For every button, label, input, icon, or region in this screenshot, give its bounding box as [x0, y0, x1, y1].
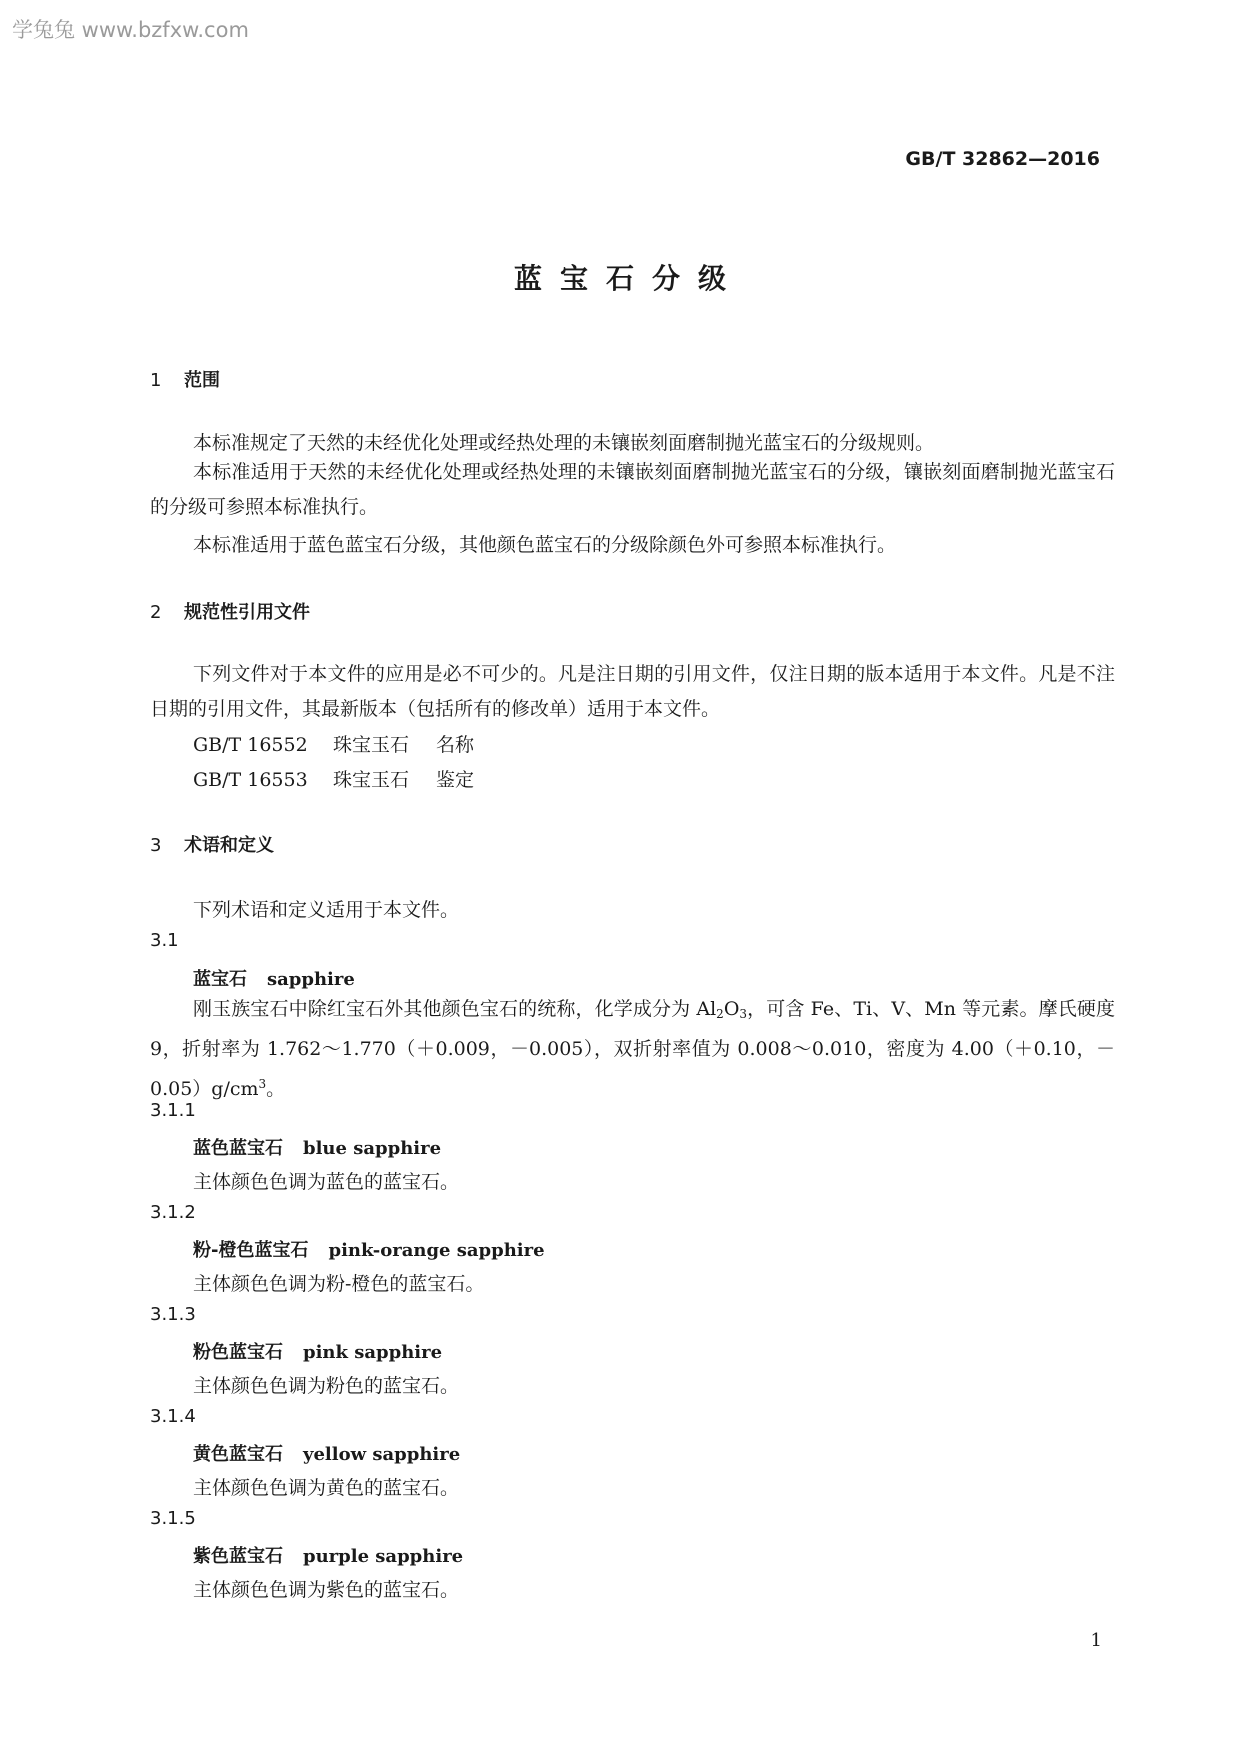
reference-item [193, 765, 474, 792]
term-heading [193, 1440, 460, 1466]
term-number: 3.1.4 [150, 1406, 196, 1427]
definition-text: O [723, 998, 740, 1020]
term-zh: 蓝宝石 [193, 969, 247, 990]
subscript: 3 [739, 1007, 748, 1021]
term-number: 3.1 [150, 930, 179, 951]
term-zh: 粉色蓝宝石 [193, 1342, 283, 1363]
term-definition: 主体颜色色调为黄色的蓝宝石。 [193, 1477, 460, 1499]
term-definition: 主体颜色色调为粉色的蓝宝石。 [193, 1375, 460, 1397]
subscript: 2 [716, 1007, 724, 1021]
superscript: 3 [258, 1077, 267, 1091]
watermark: 学兔兔 www.bzfxw.com [12, 18, 249, 42]
section-heading-2 [150, 598, 310, 624]
term-heading [193, 1542, 463, 1568]
term-en: yellow sapphire [303, 1444, 461, 1465]
term-zh: 紫色蓝宝石 [193, 1546, 283, 1567]
section-title: 术语和定义 [184, 835, 274, 856]
definition-text: 。 [266, 1078, 286, 1100]
term-en: sapphire [267, 969, 355, 990]
paragraph: 下列文件对于本文件的应用是必不可少的。凡是注日期的引用文件，仅注日期的版本适用于本文件。凡是不注日期的引用文件，其最新版本（包括所有的修改单）适用于本文件。 [150, 663, 1115, 720]
section-heading-1 [150, 366, 220, 392]
term-definition: 主体颜色色调为蓝色的蓝宝石。 [193, 1171, 460, 1193]
standard-number: GB/T 32862—2016 [905, 148, 1100, 170]
section-title: 范围 [184, 370, 220, 391]
term-zh: 蓝色蓝宝石 [193, 1138, 283, 1159]
term-number: 3.1.1 [150, 1100, 196, 1121]
term-heading [193, 1338, 442, 1364]
term-zh: 黄色蓝宝石 [193, 1444, 283, 1465]
reference-code: GB/T 16553 [193, 769, 308, 791]
paragraph: 本标准适用于天然的未经优化处理或经热处理的未镶嵌刻面磨制抛光蓝宝石的分级，镶嵌刻面磨制抛光蓝宝石的分级可参照本标准执行。 [150, 461, 1115, 518]
term-en: pink sapphire [303, 1342, 443, 1363]
reference-name: 珠宝玉石 [333, 769, 410, 791]
page-number: 1 [1090, 1630, 1102, 1651]
term-en: blue sapphire [303, 1138, 442, 1159]
term-number: 3.1.3 [150, 1304, 196, 1325]
term-definition: 主体颜色色调为紫色的蓝宝石。 [193, 1579, 460, 1601]
term-zh: 粉-橙色蓝宝石 [193, 1240, 309, 1261]
definition-text: ，可含 Fe、Ti、V、Mn 等元素。摩氏硬度 9，折射率为 1.762～1.770（＋0.009，－0.005），双折射率值为 0.008～0.010，密度为 4.00（＋0.10，－0.05）g/cm [150, 998, 1115, 1100]
paragraph: 本标准规定了天然的未经优化处理或经热处理的未镶嵌刻面磨制抛光蓝宝石的分级规则。 [193, 432, 935, 454]
definition-text: 刚玉族宝石中除红宝石外其他颜色宝石的统称，化学成分为 Al [193, 998, 717, 1020]
section-number: 2 [150, 602, 162, 623]
term-en: pink-orange sapphire [328, 1240, 545, 1261]
reference-name: 名称 [436, 734, 475, 756]
document-title: 蓝宝石分级 [513, 262, 744, 295]
reference-name: 鉴定 [436, 769, 475, 791]
reference-name: 珠宝玉石 [333, 734, 410, 756]
paragraph: 本标准适用于蓝色蓝宝石分级，其他颜色蓝宝石的分级除颜色外可参照本标准执行。 [193, 534, 897, 556]
term-heading [193, 1236, 545, 1262]
paragraph: 下列术语和定义适用于本文件。 [193, 899, 460, 921]
section-number: 3 [150, 835, 162, 856]
section-heading-3 [150, 831, 274, 857]
term-definition [150, 992, 1115, 1107]
term-en: purple sapphire [303, 1546, 464, 1567]
term-definition: 主体颜色色调为粉-橙色的蓝宝石。 [193, 1273, 485, 1295]
term-number: 3.1.2 [150, 1202, 196, 1223]
term-heading [193, 1134, 441, 1160]
term-number: 3.1.5 [150, 1508, 196, 1529]
term-heading [193, 965, 355, 991]
section-number: 1 [150, 370, 162, 391]
reference-item [193, 730, 474, 757]
reference-code: GB/T 16552 [193, 734, 308, 756]
section-title: 规范性引用文件 [184, 602, 310, 623]
